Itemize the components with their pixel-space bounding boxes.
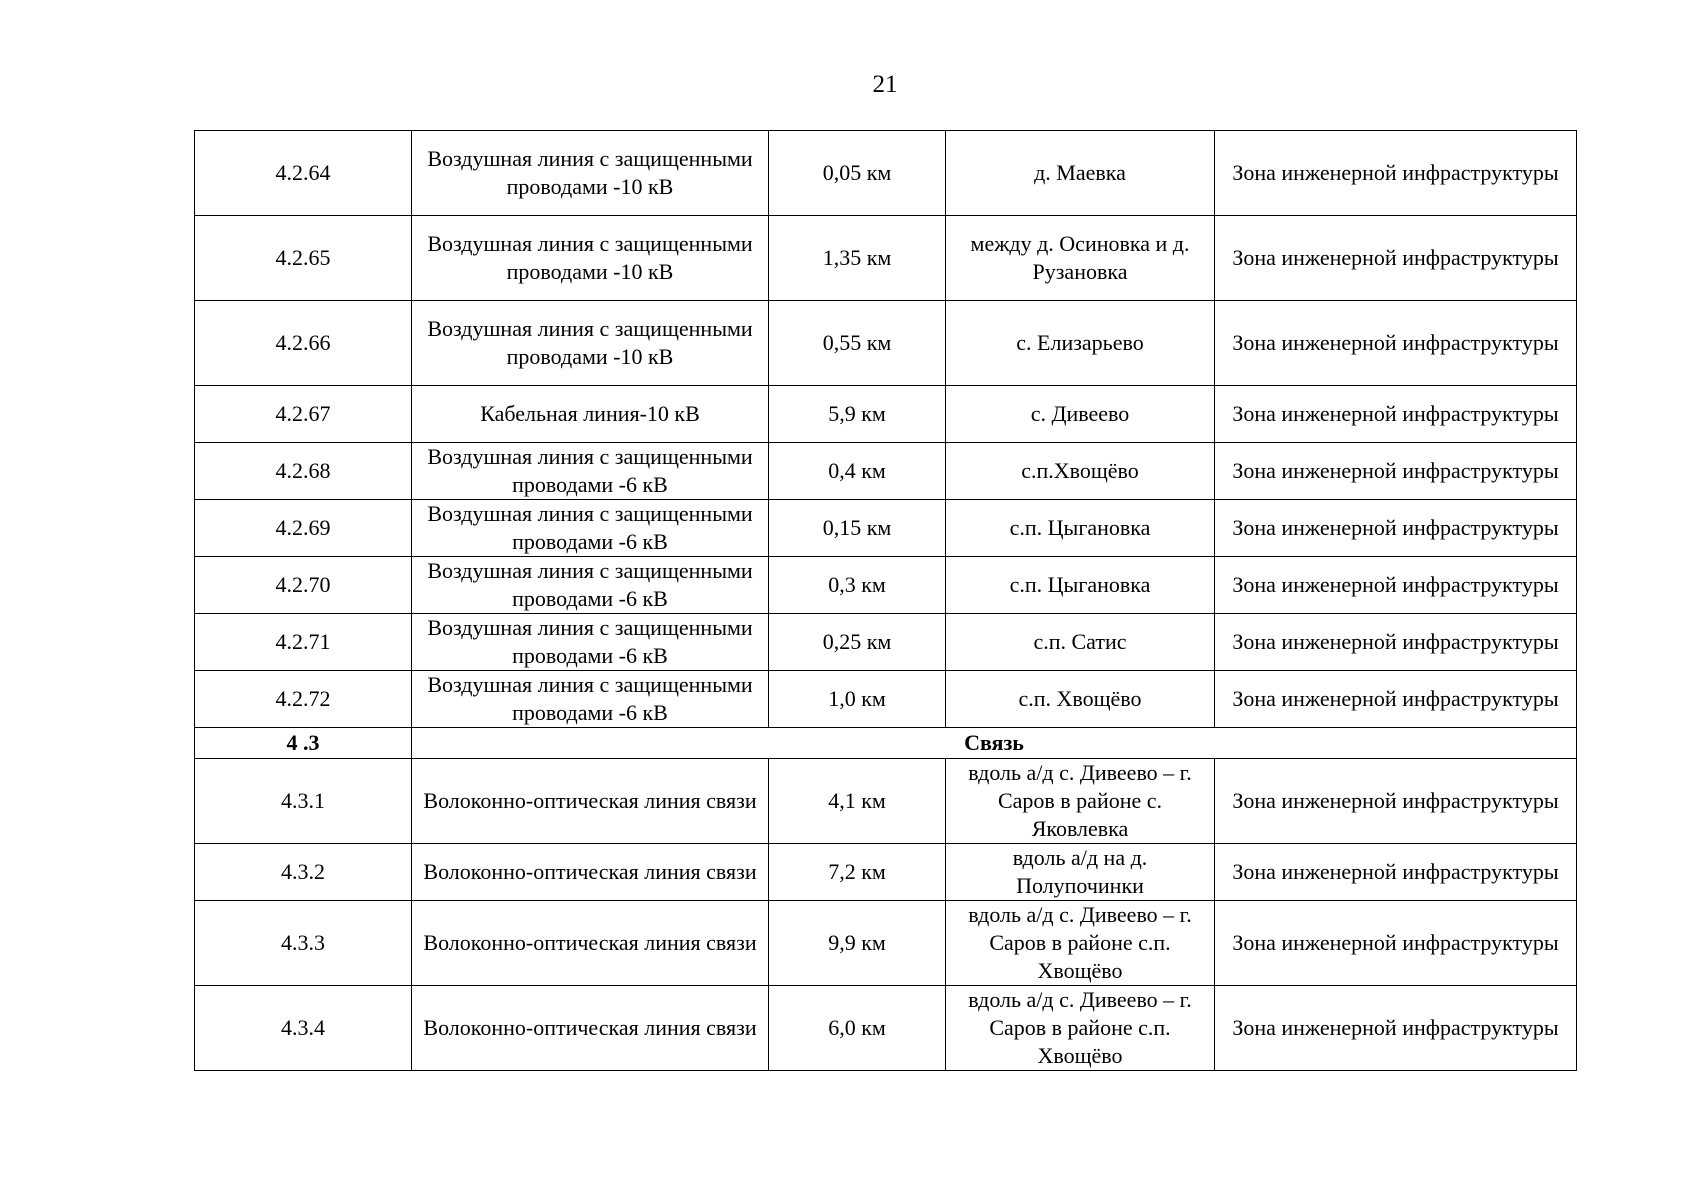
row-number: 4.3.3 (195, 901, 412, 986)
object-name: Воздушная линия с защищенными проводами -6 кВ (412, 671, 769, 728)
object-name: Волоконно-оптическая линия связи (412, 901, 769, 986)
object-name: Волоконно-оптическая линия связи (412, 759, 769, 844)
object-name: Волоконно-оптическая линия связи (412, 986, 769, 1071)
object-zone: Зона инженерной инфраструктуры (1215, 386, 1577, 443)
object-zone: Зона инженерной инфраструктуры (1215, 901, 1577, 986)
object-zone: Зона инженерной инфраструктуры (1215, 216, 1577, 301)
object-length: 5,9 км (769, 386, 946, 443)
row-number: 4.2.72 (195, 671, 412, 728)
infrastructure-table (194, 130, 1577, 1071)
object-length: 9,9 км (769, 901, 946, 986)
object-zone: Зона инженерной инфраструктуры (1215, 557, 1577, 614)
object-location: с. Елизарьево (946, 301, 1215, 386)
object-zone: Зона инженерной инфраструктуры (1215, 671, 1577, 728)
section-row (195, 728, 1577, 759)
object-location: между д. Осиновка и д. Рузановка (946, 216, 1215, 301)
table-row (195, 301, 1577, 386)
object-location: с.п. Сатис (946, 614, 1215, 671)
object-zone: Зона инженерной инфраструктуры (1215, 500, 1577, 557)
table-row (195, 216, 1577, 301)
table-row (195, 443, 1577, 500)
row-number: 4.2.65 (195, 216, 412, 301)
object-location: с.п. Хвощёво (946, 671, 1215, 728)
section-number: 4 .3 (195, 728, 412, 759)
object-name: Воздушная линия с защищенными проводами -6 кВ (412, 557, 769, 614)
object-length: 4,1 км (769, 759, 946, 844)
table-row (195, 500, 1577, 557)
row-number: 4.3.4 (195, 986, 412, 1071)
object-length: 0,15 км (769, 500, 946, 557)
object-zone: Зона инженерной инфраструктуры (1215, 443, 1577, 500)
object-length: 0,25 км (769, 614, 946, 671)
object-zone: Зона инженерной инфраструктуры (1215, 759, 1577, 844)
object-zone: Зона инженерной инфраструктуры (1215, 614, 1577, 671)
table-row (195, 671, 1577, 728)
object-length: 6,0 км (769, 986, 946, 1071)
object-location: с.п. Цыгановка (946, 500, 1215, 557)
table-row (195, 557, 1577, 614)
object-location: с.п. Цыгановка (946, 557, 1215, 614)
table-row (195, 901, 1577, 986)
table-row (195, 386, 1577, 443)
object-location: с. Дивеево (946, 386, 1215, 443)
row-number: 4.2.71 (195, 614, 412, 671)
section-title: Связь (412, 728, 1577, 759)
object-length: 1,0 км (769, 671, 946, 728)
row-number: 4.3.2 (195, 844, 412, 901)
page-number: 21 (872, 71, 898, 98)
row-number: 4.3.1 (195, 759, 412, 844)
object-name: Кабельная линия-10 кВ (412, 386, 769, 443)
object-name: Волоконно-оптическая линия связи (412, 844, 769, 901)
row-number: 4.2.67 (195, 386, 412, 443)
row-number: 4.2.68 (195, 443, 412, 500)
object-length: 1,35 км (769, 216, 946, 301)
object-zone: Зона инженерной инфраструктуры (1215, 301, 1577, 386)
object-length: 0,3 км (769, 557, 946, 614)
object-length: 0,05 км (769, 131, 946, 216)
row-number: 4.2.64 (195, 131, 412, 216)
object-location: д. Маевка (946, 131, 1215, 216)
object-location: вдоль а/д с. Дивеево – г. Саров в районе с. Яковлевка (946, 759, 1215, 844)
table-row (195, 614, 1577, 671)
table-row (195, 131, 1577, 216)
object-location: вдоль а/д с. Дивеево – г. Саров в районе с.п. Хвощёво (946, 901, 1215, 986)
row-number: 4.2.70 (195, 557, 412, 614)
object-length: 0,55 км (769, 301, 946, 386)
object-name: Воздушная линия с защищенными проводами -6 кВ (412, 500, 769, 557)
object-name: Воздушная линия с защищенными проводами -6 кВ (412, 443, 769, 500)
object-name: Воздушная линия с защищенными проводами -6 кВ (412, 614, 769, 671)
object-name: Воздушная линия с защищенными проводами -10 кВ (412, 301, 769, 386)
table-row (195, 759, 1577, 844)
object-location: с.п.Хвощёво (946, 443, 1215, 500)
row-number: 4.2.69 (195, 500, 412, 557)
object-zone: Зона инженерной инфраструктуры (1215, 986, 1577, 1071)
object-zone: Зона инженерной инфраструктуры (1215, 131, 1577, 216)
object-name: Воздушная линия с защищенными проводами -10 кВ (412, 216, 769, 301)
object-length: 0,4 км (769, 443, 946, 500)
object-length: 7,2 км (769, 844, 946, 901)
table-row (195, 986, 1577, 1071)
row-number: 4.2.66 (195, 301, 412, 386)
object-location: вдоль а/д с. Дивеево – г. Саров в районе с.п. Хвощёво (946, 986, 1215, 1071)
object-zone: Зона инженерной инфраструктуры (1215, 844, 1577, 901)
object-location: вдоль а/д на д. Полупочинки (946, 844, 1215, 901)
table-row (195, 844, 1577, 901)
object-name: Воздушная линия с защищенными проводами -10 кВ (412, 131, 769, 216)
